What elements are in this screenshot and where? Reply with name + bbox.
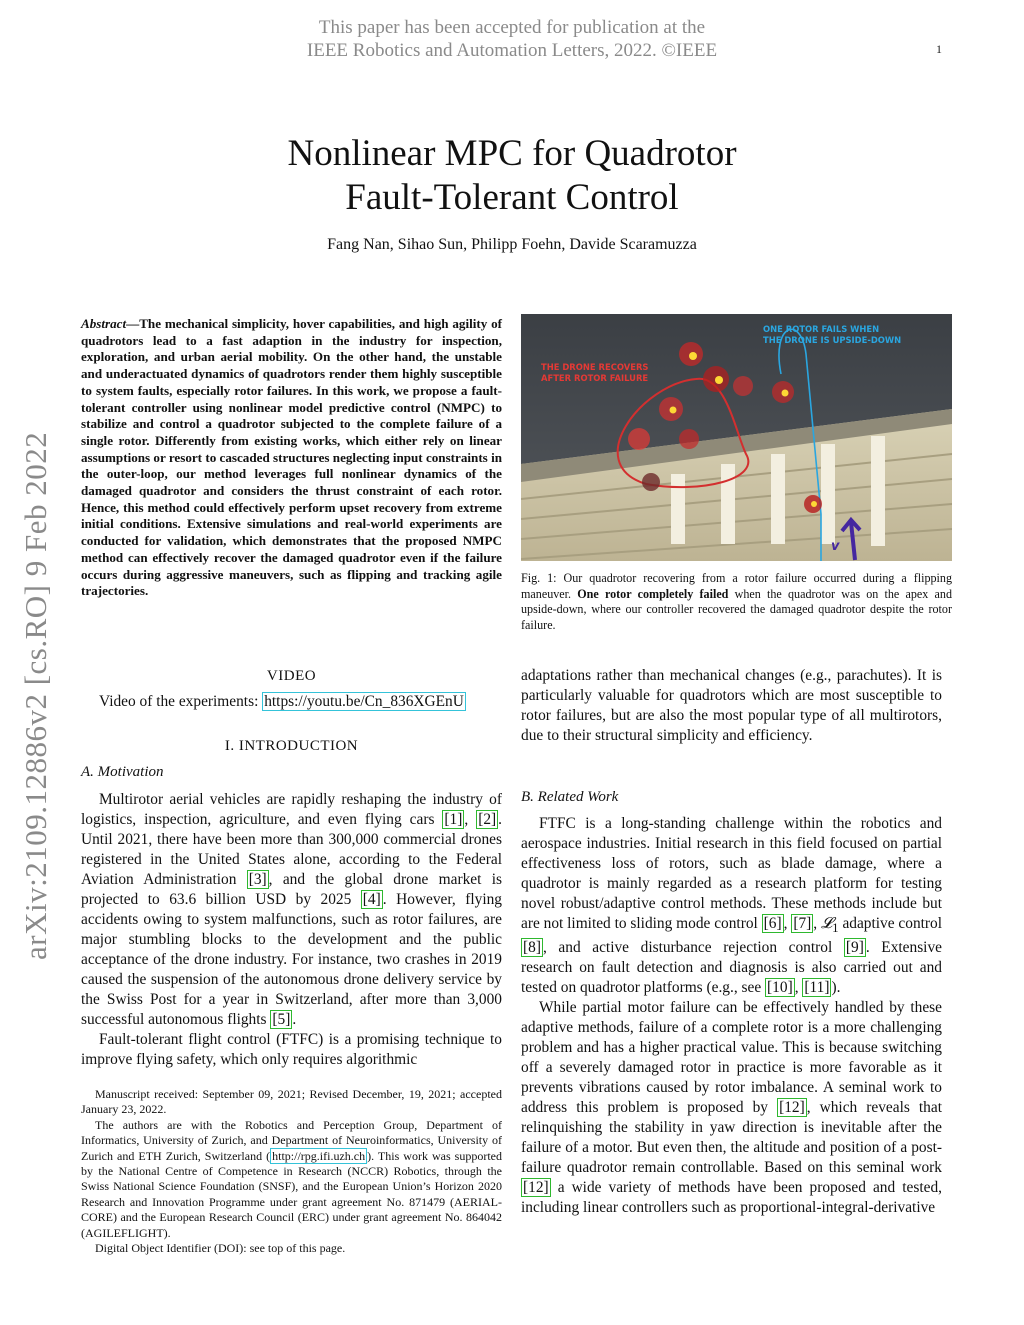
- caption-text-b: when the quadrotor was on the apex and upside-down, where our controller recovered the damaged quadrotor despite the rotor failure.: [521, 586, 953, 632]
- footnote-manuscript: Manuscript received: September 09, 2021; Revised December, 19, 2021; accepted January 23, 2022.: [81, 1087, 502, 1117]
- banner-line-2: IEEE Robotics and Automation Letters, 2022. ©IEEE: [306, 40, 718, 61]
- introduction-heading: I. INTRODUCTION: [224, 738, 359, 754]
- r1-text-f: . Extensive research on fault detection and diagnosis is also carried out and tested on quadrotor platforms (e.g., see: [521, 939, 942, 997]
- label-rotor-fails-1: ONE ROTOR FAILS WHEN: [763, 324, 880, 334]
- r2-text-b: , which reveals that relinquishing the stability in yaw direction is inevitable after the failure of a motor. But even then, the altitude and position of a post-failure quadrotor remain controllable. Based on this seminal work: [521, 1099, 942, 1177]
- intro-column-left: [81, 790, 502, 1070]
- p1-text-e: . However, flying accidents owing to system malfunctions, such as rotor failures, are major stumbling blocks to the development and the public acceptance of the drone industry. For instance, two crashes in 2019 caused the suspension of the autonomous drone delivery service by the Swiss Post for a year in Switzerland, after more than 3,000 successful autonomous flights: [81, 891, 502, 1028]
- r1-text-c: ,: [813, 915, 821, 932]
- figure-1-image: [521, 314, 952, 561]
- intro-continuation: adaptations rather than mechanical changes (e.g., parachutes). It is particularly valuable for quadrotors which are most susceptible to rotor failures, but are also the most popular type of all multirotors, due to their structural simplicity and efficiency.: [521, 667, 942, 744]
- ftfc-paragraph-start: Fault-tolerant flight control (FTFC) is a promising technique to improve flying safety, which only requires algorithmic: [81, 1031, 502, 1068]
- banner-line-1: This paper has been accepted for publication at the: [318, 17, 706, 38]
- label-drone-recovers-2: AFTER ROTOR FAILURE: [541, 373, 649, 383]
- citation-12[interactable]: [12]: [779, 1099, 805, 1117]
- footnote-affiliation-a: The authors are with the Robotics and Perception Group, Department of Informatics, University of Zurich, and Department of Neuroinformatics, University of Zurich and ETH Zurich, Switzerland (: [81, 1117, 502, 1163]
- related-work-heading: B. Related Work: [521, 789, 619, 805]
- figure-1-caption: [521, 571, 952, 633]
- citation-6[interactable]: [6]: [763, 915, 782, 932]
- citation-9[interactable]: [9]: [845, 939, 864, 957]
- r1-text-d: adaptive control: [838, 915, 943, 932]
- p1-text-d: , and the global drone market is projected to 63.6 billion USD by 2025: [81, 871, 502, 908]
- related-work-body: [521, 814, 942, 1218]
- figure-1-photo: [521, 314, 952, 561]
- caption-text-bold: One rotor completely failed: [577, 586, 729, 601]
- motivation-heading: A. Motivation: [81, 764, 164, 780]
- citation-10[interactable]: [10]: [767, 979, 793, 997]
- velocity-label: v: [831, 539, 840, 554]
- page-number: 1: [936, 42, 942, 56]
- l1-subscript: 1: [832, 921, 839, 936]
- citation-4[interactable]: [4]: [362, 891, 381, 908]
- video-text: Video of the experiments:: [99, 693, 263, 710]
- video-link[interactable]: https://youtu.be/Cn_836XGEnU: [264, 693, 464, 710]
- video-line: [81, 692, 502, 712]
- abstract: [81, 316, 502, 600]
- footnote-doi: Digital Object Identifier (DOI): see top of this page.: [95, 1241, 346, 1256]
- acceptance-banner: [0, 16, 1024, 62]
- footnote-affiliation-b: ). This work was supported by the National Centre of Competence in Research (NCCR) Robotics, through the Swiss National Science Foundation (SNSF), and the European Union’s Horizon 2020 Research and Innovation Programme under grant agreement No. 871479 (AERIAL-CORE) and the European Research Council (ERC) under grant agreement No. 864042 (AGILEFLIGHT).: [81, 1148, 503, 1240]
- r1-text-h: ).: [831, 979, 841, 997]
- title-line-2: Fault-Tolerant Control: [345, 177, 679, 218]
- r2-text-a: While partial motor failure can be effectively handled by these adaptive methods, failure of a complete rotor is a more challenging problem and has a higher practical value. This is because switching off a severely damaged rotor in practice is more favorable as it prevents vibrations caused by rotor imbalance. A seminal work to address this problem is proposed by: [521, 999, 942, 1117]
- related-paragraph-2: [521, 998, 942, 1218]
- footnote-affiliation: [81, 1118, 502, 1241]
- video-heading: VIDEO: [266, 668, 317, 684]
- motivation-paragraph: [81, 790, 502, 1030]
- r2-text-c: a wide variety of methods have been proposed and tested, including linear controllers such as proportional-integral-derivative: [521, 1179, 942, 1217]
- paper-title: [0, 132, 1024, 220]
- title-line-1: Nonlinear MPC for Quadrotor: [287, 133, 737, 174]
- citation-7[interactable]: [7]: [793, 915, 812, 932]
- footnotes: [81, 1087, 502, 1256]
- abstract-label: Abstract: [81, 316, 127, 331]
- r1-text-e: , and active disturbance rejection control: [542, 939, 844, 957]
- citation-3[interactable]: [3]: [248, 871, 267, 888]
- citation-5[interactable]: [5]: [272, 1011, 291, 1028]
- abstract-text: —The mechanical simplicity, hover capabilities, and high agility of quadrotors lead to a fast adaption in the industry for inspection, exploration, and urban aerial mobility. On the other hand, the unstable and underactuated dynamics of quadrotors render them highly susceptible to system faults, especially rotor failures. In this work, we propose a fault-tolerant controller using nonlinear model predictive control (NMPC) to stabilize and control a quadrotor subjected to the complete failure of a single rotor. Differently from existing works, which either rely on linear assumptions or resort to cascaded structures neglecting input constraints in the outer-loop, our method leverages full nonlinear dynamics of the damaged quadrotor and considers the thrust constraint of each rotor. Hence, this method could effectively perform upset recovery from extreme initial conditions. Extensive simulations and real-world experiments are conducted for validation, which demonstrates that the proposed NMPC method can effectively recover the damaged quadrotor even if the failure occurs during aggressive maneuvers, such as flipping and tracking agile trajectories.: [81, 316, 502, 599]
- p1-text-f: .: [292, 1011, 297, 1028]
- label-rotor-fails-2: THE DRONE IS UPSIDE-DOWN: [763, 335, 902, 345]
- related-paragraph-1: [521, 814, 942, 998]
- caption-text-a: Fig. 1: Our quadrotor recovering from a rotor failure occurred during a flipping maneuver.: [521, 571, 952, 601]
- arxiv-side-stamp: arXiv:2109.12886v2 [cs.RO] 9 Feb 2022: [18, 431, 53, 960]
- citation-11[interactable]: [11]: [804, 979, 830, 997]
- p1-text-b: ,: [464, 811, 477, 828]
- author-list: Fang Nan, Sihao Sun, Philipp Foehn, Davide Scaramuzza: [327, 236, 697, 253]
- citation-8[interactable]: [8]: [523, 939, 541, 957]
- rpg-link[interactable]: http://rpg.ifi.uzh.ch: [272, 1148, 366, 1163]
- citation-1[interactable]: [1]: [444, 811, 463, 828]
- citation-2[interactable]: [2]: [478, 811, 497, 828]
- r1-text-a: FTFC is a long-standing challenge within the robotics and aerospace industries. Initial research in this field focused on partial effectiveness loss of rotors, such as blade damage, where a quadrotor is mainly regarded as a research platform for testing novel robust/adaptive control methods. These methods include but are not limited to sliding mode control: [521, 815, 942, 932]
- r1-text-b: ,: [783, 915, 792, 932]
- r1-text-g: ,: [794, 979, 803, 997]
- p1-text-a: Multirotor aerial vehicles are rapidly reshaping the industry of logistics, inspection, agriculture, and even flying cars: [81, 791, 502, 828]
- p1-text-c: . Until 2021, there have been more than 300,000 commercial drones registered in the United States alone, according to the Federal Aviation Administration: [81, 811, 502, 888]
- citation-12-second[interactable]: [12]: [523, 1179, 549, 1197]
- label-drone-recovers-1: THE DRONE RECOVERS: [541, 362, 649, 372]
- l1-symbol: 𝓛: [820, 915, 833, 932]
